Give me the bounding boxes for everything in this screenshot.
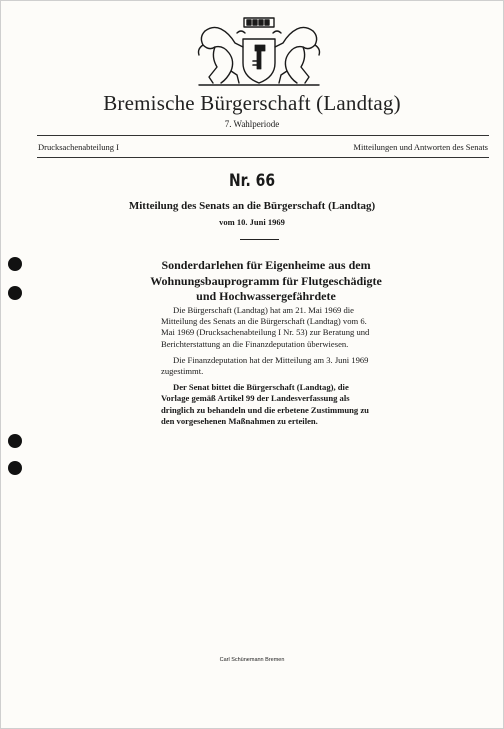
header-rule-bottom <box>37 157 489 158</box>
series-label: Mitteilungen und Antworten des Senats <box>353 142 488 152</box>
document-topic <box>121 258 411 305</box>
decision-paragraph: Der Senat bittet die Bürgerschaft (Landtag), die Vorlage gemäß Artikel 99 der Landesverfassung als dringlich zu behandeln und die erbetene Zustimmung zu den vorgesehenen Maßnahmen zu erteilen. <box>161 382 369 426</box>
topic-line: und Hochwassergefährdete <box>196 289 336 303</box>
parliament-title: Bremische Bürgerschaft (Landtag) <box>103 91 401 115</box>
document-date: vom 10. Juni 1969 <box>219 217 285 227</box>
document-body <box>161 305 373 432</box>
header-rule-top <box>37 135 489 136</box>
department-label: Drucksachenabteilung I <box>38 142 119 152</box>
printer-imprint: Carl Schünemann Bremen <box>219 657 285 663</box>
section-divider <box>240 239 279 240</box>
punch-hole <box>8 286 22 300</box>
punch-hole <box>8 461 22 475</box>
document-heading: Mitteilung des Senats an die Bürgerschaft (Landtag) <box>128 200 376 212</box>
body-paragraph: Die Finanzdeputation hat der Mitteilung am 3. Juni 1969 zugestimmt. <box>161 354 369 377</box>
punch-hole <box>8 434 22 448</box>
body-paragraph: Die Bürgerschaft (Landtag) hat am 21. Mai 1969 die Mitteilung des Senats an die Bürgerschaft (Landtag) vom 6. Mai 1969 (Drucksachenabteilung I Nr. 53) zur Beratung und Berichterstattung an die Finanzdeputation überwiesen. <box>161 305 370 349</box>
topic-line: Sonderdarlehen für Eigenheime aus dem <box>161 258 371 272</box>
punch-hole <box>8 257 22 271</box>
legislative-period: 7. Wahlperiode <box>224 119 280 129</box>
document-number: Nr. 66 <box>228 171 276 191</box>
bremen-coat-of-arms-icon <box>189 15 329 89</box>
topic-line: Wohnungsbauprogramm für Flutgeschädigte <box>150 273 382 288</box>
